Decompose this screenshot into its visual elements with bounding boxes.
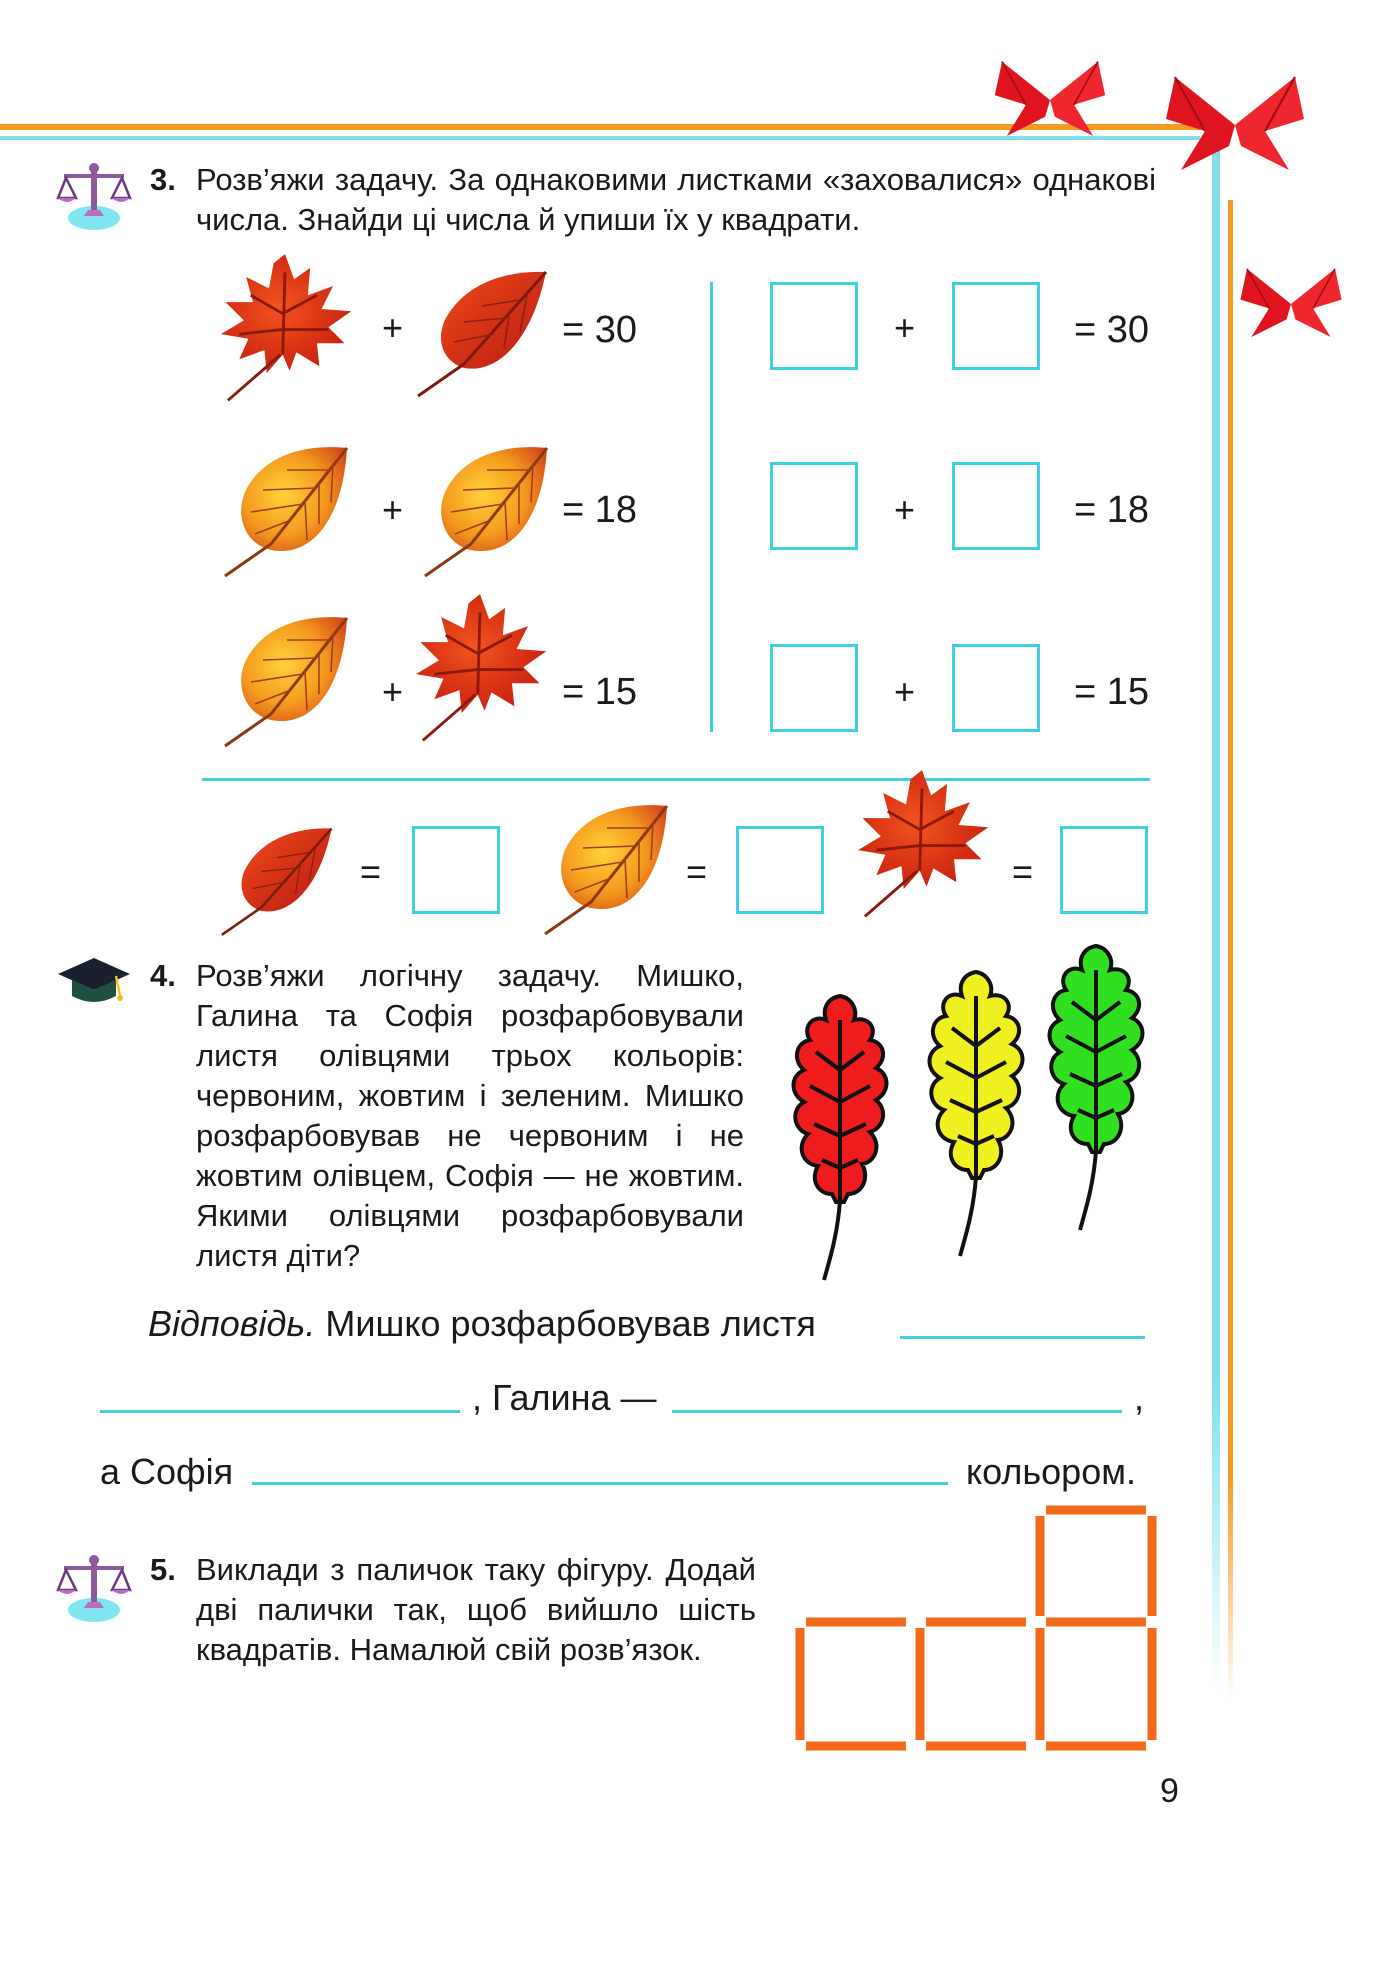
result-18: = 18 — [1074, 489, 1150, 531]
task4-number: 4. — [150, 958, 176, 993]
result-15: = 15 — [562, 671, 638, 713]
vertical-divider — [710, 282, 713, 732]
answer-comma: , — [1134, 1377, 1145, 1418]
answer-label: Відповідь. — [148, 1303, 316, 1344]
red-leaf-icon — [410, 262, 550, 402]
graduation-cap-icon — [54, 952, 134, 1012]
plus-sign: + — [382, 671, 404, 712]
task5-text: Виклади з паличок таку фігуру. Додай дві палички так, щоб вийшло шість квадратів. Намалюй свій розв’язок. — [196, 1552, 756, 1667]
task3-text: Розв’яжи задачу. За однаковими листками «заховалися» однакові числа. Знайди ці числа й упиши їх у квадрати. — [196, 162, 1156, 237]
answer-box[interactable] — [952, 462, 1040, 550]
answer-end: кольором. — [966, 1451, 1136, 1492]
right-stripe-cyan — [1212, 130, 1220, 1690]
answer-misha: Мишко розфарбовував листя — [325, 1303, 816, 1344]
answer-box[interactable] — [770, 644, 858, 732]
task5-number: 5. — [150, 1552, 176, 1587]
scales-icon — [54, 1548, 134, 1628]
answer-box[interactable] — [770, 282, 858, 370]
plus-sign: + — [894, 307, 916, 348]
answer-sofia: а Софія — [100, 1451, 234, 1492]
task4-text: Розв’яжи логічну задачу. Мишко, Галина та Софія розфарбовували листя олівцями трьох кольорів: червоним, жовтим і зеленим. Мишко розфарбовував не червоним і не жовтим олівцем, Софія — не жовтим. Якими олівцями розфарбовували листя діти? — [196, 958, 744, 1273]
fill-line-misha[interactable] — [900, 1336, 1145, 1339]
stick-figure — [780, 1500, 1180, 1770]
scales-icon — [54, 156, 134, 236]
green-oak-leaf-icon — [1036, 940, 1156, 1240]
orange-leaf-icon — [530, 798, 680, 938]
answer-box[interactable] — [952, 644, 1040, 732]
plus-sign: + — [894, 489, 916, 530]
page-number: 9 — [1160, 1772, 1179, 1810]
answer-galyna: , Галина — — [472, 1377, 657, 1418]
butterfly-icon — [990, 52, 1110, 148]
red-oak-leaf-icon — [780, 990, 900, 1290]
answer-line-1 — [148, 1302, 816, 1346]
plus-sign: + — [894, 671, 916, 712]
maple-leaf-icon — [205, 240, 365, 410]
result-18: = 18 — [562, 489, 638, 531]
orange-leaf-icon — [210, 610, 360, 750]
answer-box[interactable] — [952, 282, 1040, 370]
result-30: = 30 — [1074, 309, 1150, 351]
answer-box[interactable] — [770, 462, 858, 550]
yellow-oak-leaf-icon — [916, 966, 1036, 1266]
red-leaf-icon — [200, 820, 350, 940]
result-15: = 15 — [1074, 671, 1150, 713]
horizontal-divider — [202, 778, 1150, 781]
right-stripe-orange — [1228, 200, 1233, 1700]
fill-line-misha-cont[interactable] — [100, 1410, 460, 1413]
orange-leaf-icon — [210, 440, 360, 580]
plus-sign: + — [382, 307, 404, 348]
equals-sign: = — [360, 851, 382, 892]
equals-sign: = — [1012, 851, 1034, 892]
result-30: = 30 — [562, 309, 638, 351]
fill-line-galyna[interactable] — [672, 1410, 1122, 1413]
answer-box-orange-leaf[interactable] — [736, 826, 824, 914]
task3-number: 3. — [150, 162, 176, 197]
plus-sign: + — [382, 489, 404, 530]
fill-line-sofia[interactable] — [252, 1482, 948, 1485]
maple-leaf-icon — [400, 580, 560, 750]
equals-sign: = — [686, 851, 708, 892]
orange-leaf-icon — [410, 440, 560, 580]
maple-leaf-icon — [842, 756, 1002, 926]
butterfly-icon — [1236, 256, 1346, 352]
butterfly-icon — [1160, 60, 1310, 190]
answer-box-red-leaf[interactable] — [412, 826, 500, 914]
answer-box-maple-leaf[interactable] — [1060, 826, 1148, 914]
